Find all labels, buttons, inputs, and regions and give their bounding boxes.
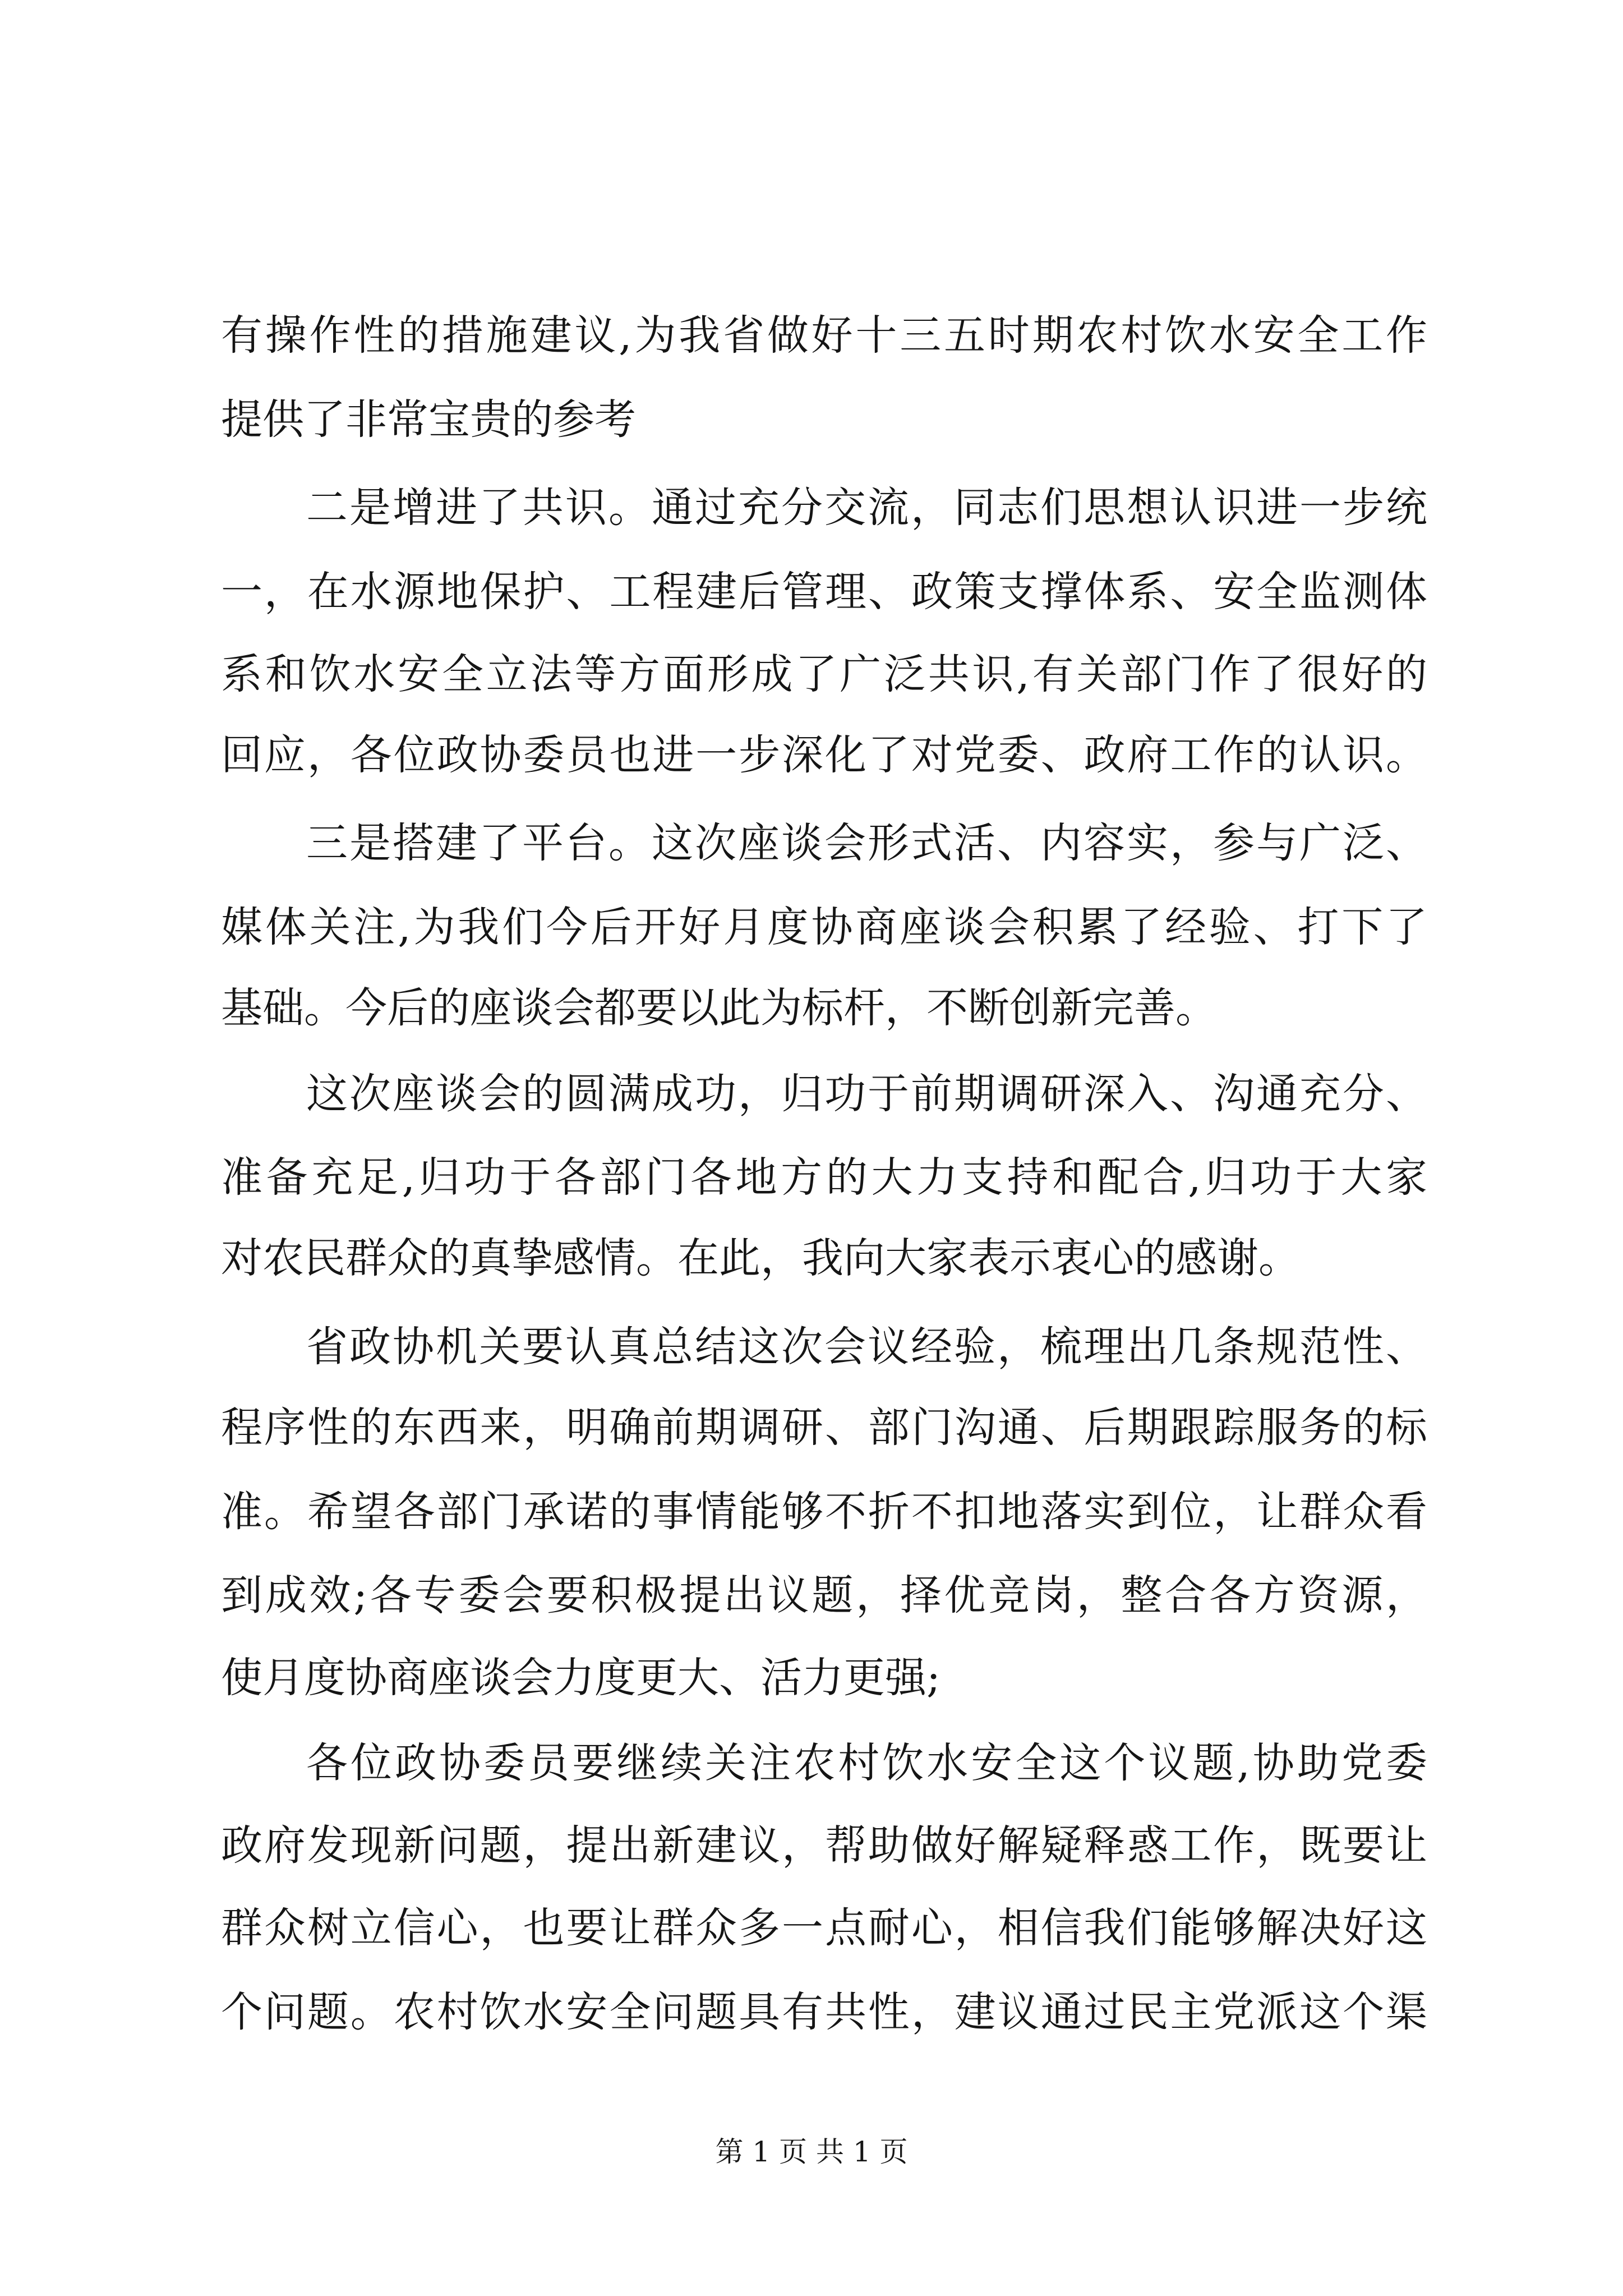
- text-line: 基础。今后的座谈会都要以此为标杆，不断创新完善。: [221, 984, 1217, 1032]
- page-footer: 第 1 页 共 1 页: [715, 2136, 908, 2168]
- text-line: 群众树立信心，也要让群众多一点耐心，相信我们能够解决好这: [221, 1904, 1427, 1952]
- text-line: 一，在水源地保护、工程建后管理、政策支撑体系、安全监测体: [221, 568, 1427, 616]
- text-line: 程序性的东西来，明确前期调研、部门沟通、后期跟踪服务的标: [221, 1404, 1427, 1452]
- text-line: 对农民群众的真挚感情。在此，我向大家表示衷心的感谢。: [221, 1234, 1300, 1282]
- text-line: 回应，各位政协委员也进一步深化了对党委、政府工作的认识。: [221, 731, 1427, 779]
- text-line: 这次座谈会的圆满成功，归功于前期调研深入、沟通充分、: [306, 1070, 1427, 1118]
- text-line: 系和饮水安全立法等方面形成了广泛共识,有关部门作了很好的: [221, 650, 1427, 698]
- text-line: 二是增进了共识。通过充分交流，同志们思想认识进一步统: [306, 484, 1427, 532]
- text-line: 到成效;各专委会要积极提出议题，择优竞岗，整合各方资源，: [221, 1571, 1427, 1619]
- text-line: 有操作性的措施建议,为我省做好十三五时期农村饮水安全工作: [221, 311, 1427, 360]
- text-line: 个问题。农村饮水安全问题具有共性，建议通过民主党派这个渠: [221, 1988, 1427, 2036]
- text-line: 政府发现新问题，提出新建议，帮助做好解疑释惑工作，既要让: [221, 1821, 1427, 1870]
- text-line: 媒体关注,为我们今后开好月度协商座谈会积累了经验、打下了: [221, 903, 1427, 951]
- text-line: 提供了非常宝贵的参考: [221, 395, 636, 444]
- text-line: 各位政协委员要继续关注农村饮水安全这个议题,协助党委: [306, 1739, 1427, 1787]
- text-line: 准。希望各部门承诺的事情能够不折不扣地落实到位，让群众看: [221, 1488, 1427, 1536]
- text-line: 三是搭建了平台。这次座谈会形式活、内容实，参与广泛、: [306, 819, 1427, 867]
- text-line: 使月度协商座谈会力度更大、活力更强;: [221, 1654, 940, 1702]
- text-line: 准备充足,归功于各部门各地方的大力支持和配合,归功于大家: [221, 1153, 1427, 1202]
- text-line: 省政协机关要认真总结这次会议经验，梳理出几条规范性、: [306, 1323, 1427, 1371]
